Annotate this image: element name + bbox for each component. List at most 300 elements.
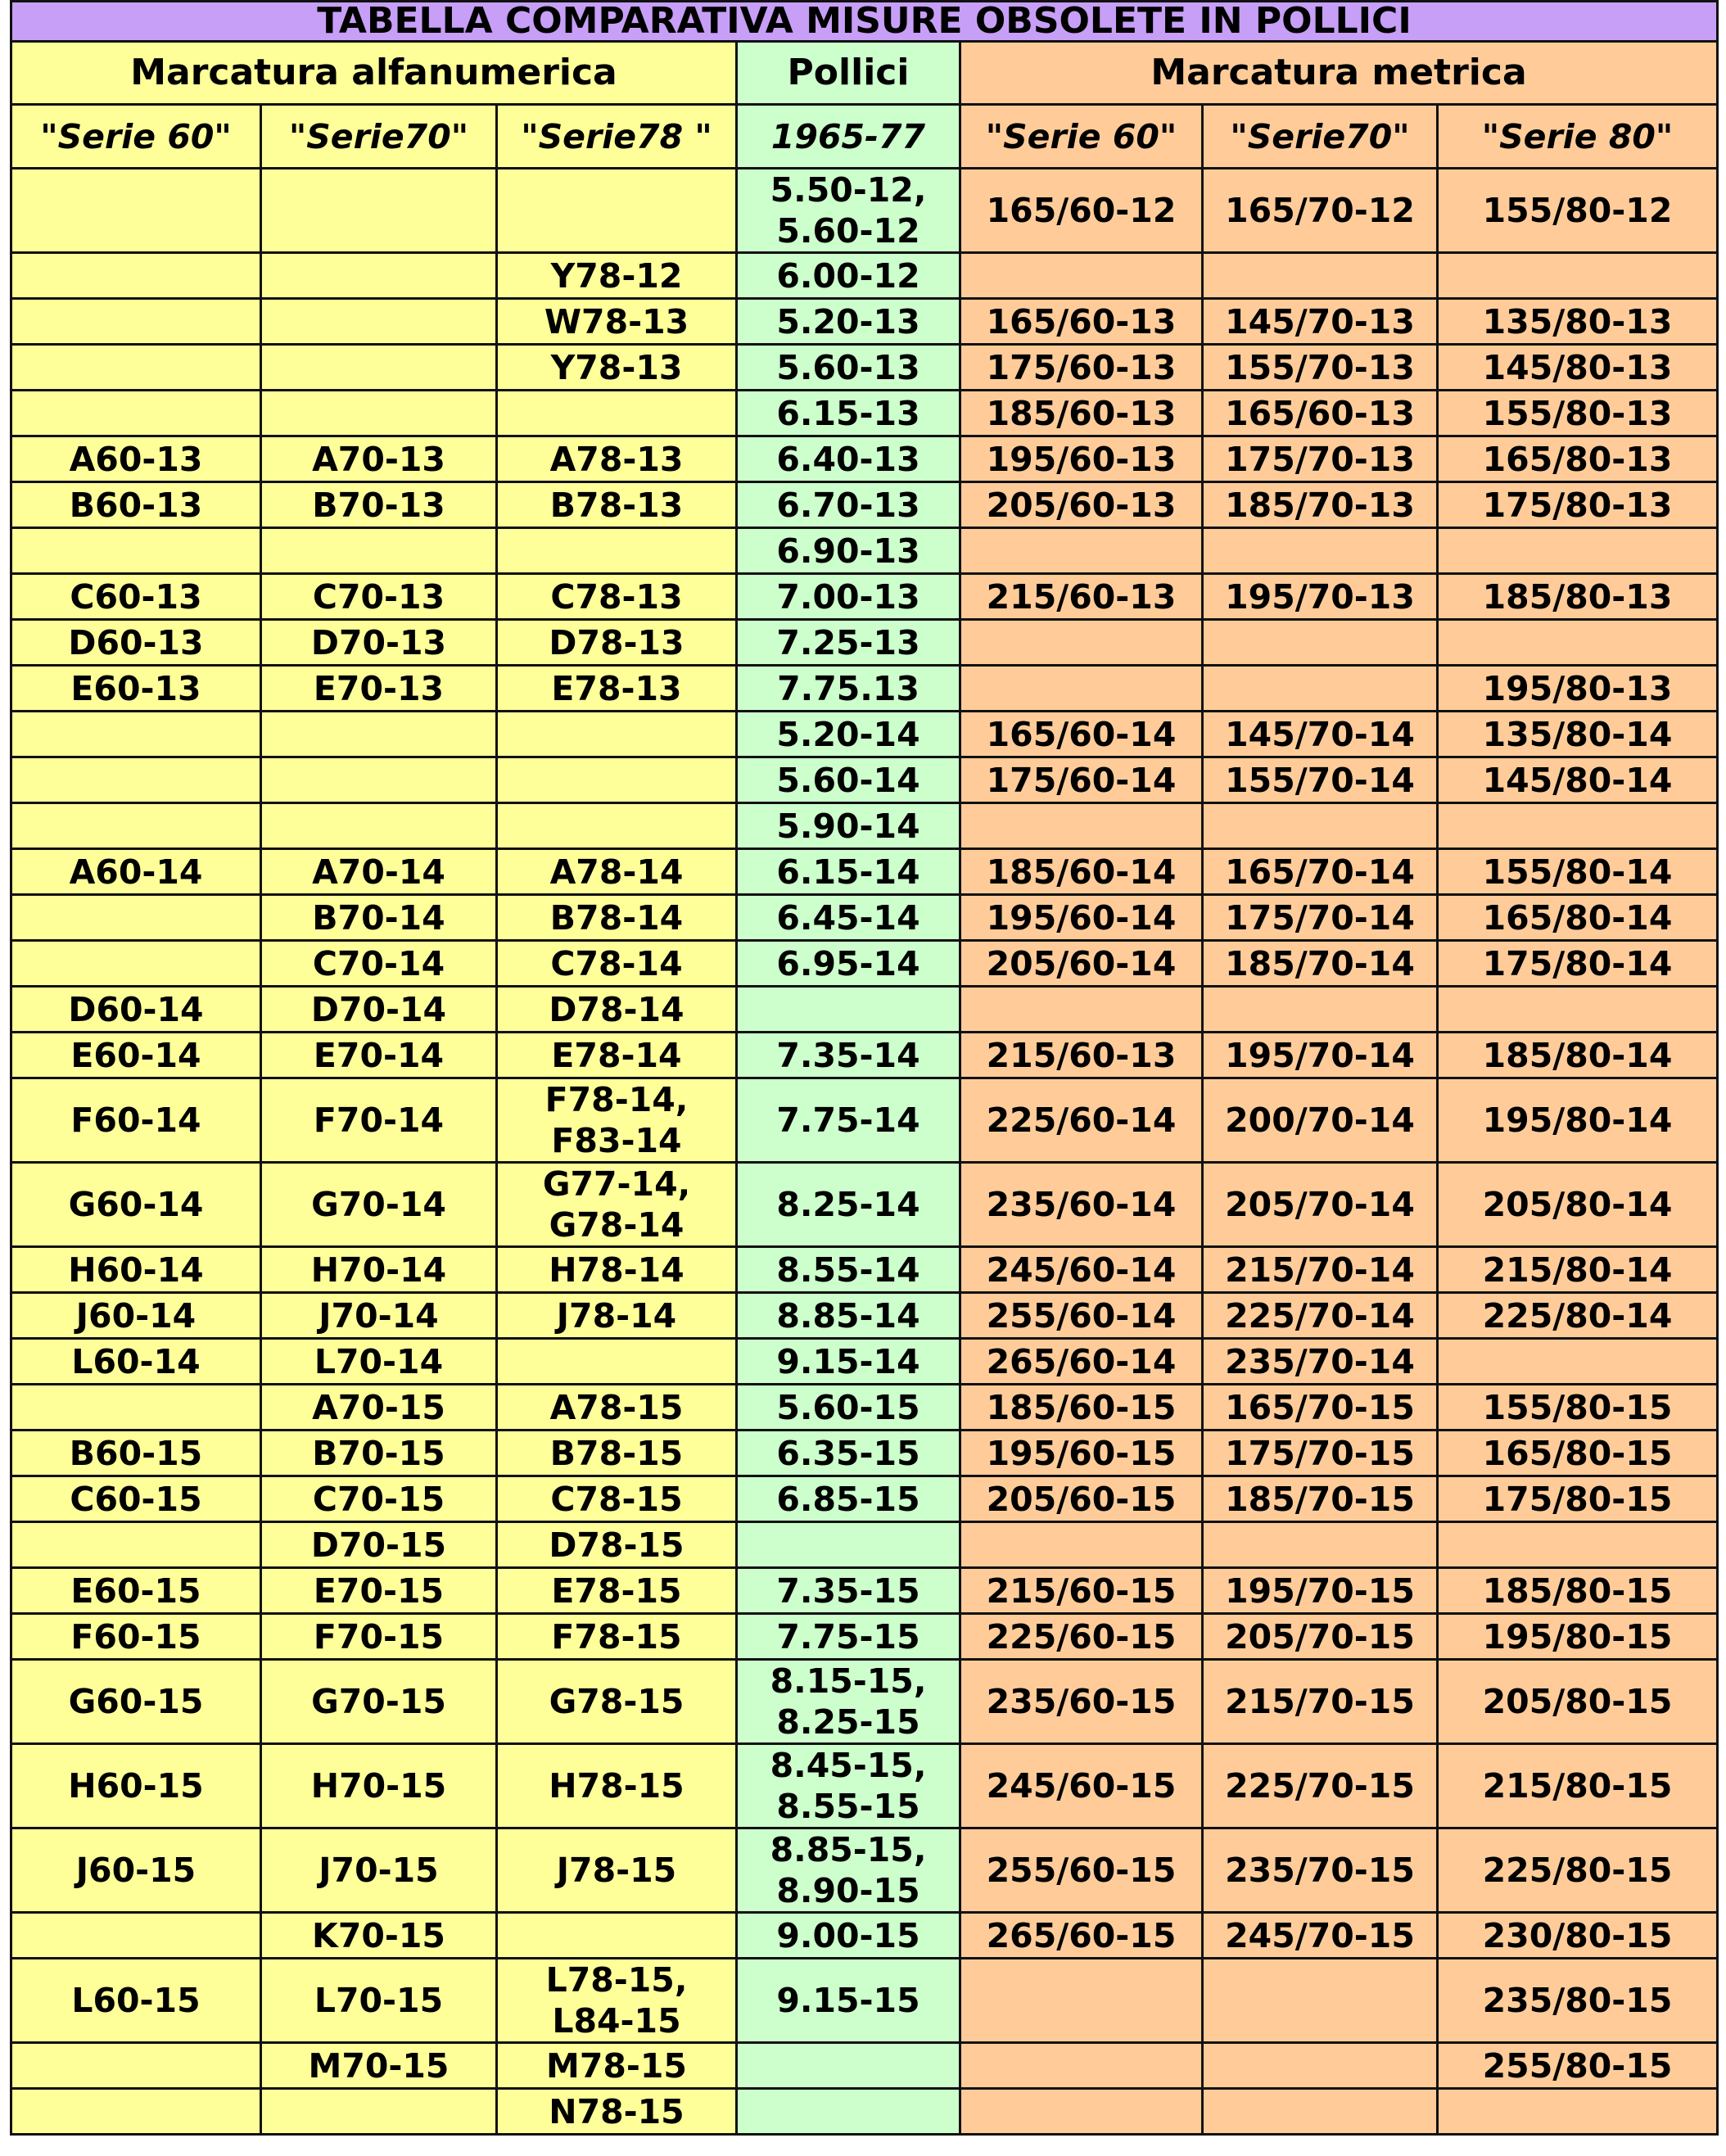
cell-metric-serie80 (1438, 1522, 1718, 1568)
cell-alfa-serie70: H70-15 (261, 1744, 497, 1828)
col-header-alfa-serie60: "Serie 60" (11, 105, 261, 169)
cell-alfa-serie78: F78-15 (497, 1614, 737, 1660)
cell-alfa-serie70: A70-14 (261, 849, 497, 895)
cell-metric-serie70: 185/70-13 (1203, 482, 1438, 528)
cell-metric-serie70 (1203, 666, 1438, 712)
col-header-metric-serie60: "Serie 60" (960, 105, 1203, 169)
cell-metric-serie80 (1438, 987, 1718, 1033)
table-row (11, 528, 1718, 574)
cell-alfa-serie70: H70-14 (261, 1247, 497, 1293)
table-row (11, 620, 1718, 666)
cell-alfa-serie70 (261, 299, 497, 345)
cell-pollici: 8.25-14 (737, 1163, 960, 1247)
cell-alfa-serie60 (11, 345, 261, 391)
cell-alfa-serie60 (11, 1385, 261, 1431)
cell-metric-serie70: 195/70-13 (1203, 574, 1438, 620)
cell-metric-serie80 (1438, 803, 1718, 849)
cell-metric-serie70: 185/70-15 (1203, 1476, 1438, 1522)
cell-metric-serie70 (1203, 620, 1438, 666)
cell-pollici: 5.60-14 (737, 757, 960, 803)
cell-metric-serie80 (1438, 2089, 1718, 2135)
table-row (11, 1828, 1718, 1913)
cell-alfa-serie60: H60-14 (11, 1247, 261, 1293)
cell-metric-serie80: 175/80-14 (1438, 941, 1718, 987)
cell-metric-serie60 (960, 253, 1203, 299)
cell-alfa-serie78: C78-15 (497, 1476, 737, 1522)
cell-alfa-serie60 (11, 941, 261, 987)
table-row (11, 1339, 1718, 1385)
cell-alfa-serie78: Y78-13 (497, 345, 737, 391)
cell-metric-serie80: 195/80-15 (1438, 1614, 1718, 1660)
cell-metric-serie60: 215/60-13 (960, 1033, 1203, 1078)
cell-metric-serie60 (960, 1959, 1203, 2043)
cell-alfa-serie70: G70-15 (261, 1660, 497, 1744)
table-row (11, 1247, 1718, 1293)
cell-metric-serie60: 205/60-14 (960, 941, 1203, 987)
cell-metric-serie80: 135/80-13 (1438, 299, 1718, 345)
cell-alfa-serie60 (11, 299, 261, 345)
cell-alfa-serie78 (497, 169, 737, 253)
cell-metric-serie70: 155/70-13 (1203, 345, 1438, 391)
cell-metric-serie70: 235/70-14 (1203, 1339, 1438, 1385)
cell-alfa-serie78: D78-14 (497, 987, 737, 1033)
cell-metric-serie80: 230/80-15 (1438, 1913, 1718, 1959)
cell-metric-serie80: 225/80-14 (1438, 1293, 1718, 1339)
cell-pollici: 5.60-15 (737, 1385, 960, 1431)
cell-alfa-serie70: B70-15 (261, 1431, 497, 1476)
table-title: TABELLA COMPARATIVA MISURE OBSOLETE IN POLLICI (11, 2, 1718, 42)
cell-metric-serie60: 185/60-15 (960, 1385, 1203, 1431)
cell-alfa-serie60: F60-15 (11, 1614, 261, 1660)
cell-metric-serie70: 235/70-15 (1203, 1828, 1438, 1913)
cell-alfa-serie70: D70-13 (261, 620, 497, 666)
group-header-metrica: Marcatura metrica (960, 42, 1718, 105)
cell-metric-serie70 (1203, 803, 1438, 849)
cell-metric-serie70: 175/70-15 (1203, 1431, 1438, 1476)
cell-pollici: 5.20-14 (737, 712, 960, 757)
cell-metric-serie80 (1438, 620, 1718, 666)
cell-alfa-serie78: D78-15 (497, 1522, 737, 1568)
cell-metric-serie70: 165/70-12 (1203, 169, 1438, 253)
cell-alfa-serie60: D60-13 (11, 620, 261, 666)
cell-alfa-serie70: C70-14 (261, 941, 497, 987)
cell-metric-serie60: 245/60-15 (960, 1744, 1203, 1828)
table-row (11, 1385, 1718, 1431)
col-header-alfa-serie70: "Serie70" (261, 105, 497, 169)
cell-metric-serie70: 175/70-13 (1203, 436, 1438, 482)
cell-metric-serie80: 155/80-15 (1438, 1385, 1718, 1431)
col-header-pollici-years: 1965-77 (737, 105, 960, 169)
cell-metric-serie70 (1203, 528, 1438, 574)
cell-alfa-serie70: F70-14 (261, 1078, 497, 1163)
cell-metric-serie80: 145/80-14 (1438, 757, 1718, 803)
cell-alfa-serie78: L78-15, L84-15 (497, 1959, 737, 2043)
cell-alfa-serie78: J78-15 (497, 1828, 737, 1913)
cell-metric-serie70: 200/70-14 (1203, 1078, 1438, 1163)
cell-metric-serie60: 185/60-14 (960, 849, 1203, 895)
cell-alfa-serie78: M78-15 (497, 2043, 737, 2089)
cell-alfa-serie78: B78-15 (497, 1431, 737, 1476)
cell-alfa-serie70: L70-15 (261, 1959, 497, 2043)
cell-alfa-serie78: J78-14 (497, 1293, 737, 1339)
cell-metric-serie70: 145/70-13 (1203, 299, 1438, 345)
cell-alfa-serie60 (11, 712, 261, 757)
cell-alfa-serie70: C70-15 (261, 1476, 497, 1522)
cell-pollici (737, 987, 960, 1033)
table-row (11, 1078, 1718, 1163)
cell-pollici: 6.15-14 (737, 849, 960, 895)
cell-pollici: 8.55-14 (737, 1247, 960, 1293)
cell-alfa-serie70: A70-13 (261, 436, 497, 482)
comparison-table (10, 0, 1719, 2136)
cell-alfa-serie70: J70-15 (261, 1828, 497, 1913)
cell-metric-serie60: 195/60-15 (960, 1431, 1203, 1476)
cell-metric-serie80: 185/80-14 (1438, 1033, 1718, 1078)
cell-metric-serie60: 165/60-12 (960, 169, 1203, 253)
cell-pollici: 6.85-15 (737, 1476, 960, 1522)
cell-pollici: 6.15-13 (737, 391, 960, 436)
cell-alfa-serie78: C78-14 (497, 941, 737, 987)
cell-alfa-serie60: D60-14 (11, 987, 261, 1033)
cell-pollici: 5.50-12, 5.60-12 (737, 169, 960, 253)
tire-size-table-sheet (10, 0, 1716, 2136)
cell-metric-serie70: 165/70-15 (1203, 1385, 1438, 1431)
cell-alfa-serie60: A60-13 (11, 436, 261, 482)
table-row (11, 1431, 1718, 1476)
cell-metric-serie70 (1203, 2089, 1438, 2135)
cell-metric-serie80: 185/80-15 (1438, 1568, 1718, 1614)
cell-metric-serie60 (960, 620, 1203, 666)
cell-metric-serie60: 235/60-14 (960, 1163, 1203, 1247)
cell-metric-serie60 (960, 2043, 1203, 2089)
cell-alfa-serie70 (261, 528, 497, 574)
cell-alfa-serie78 (497, 1913, 737, 1959)
table-row (11, 987, 1718, 1033)
col-header-metric-serie70: "Serie70" (1203, 105, 1438, 169)
cell-alfa-serie60: B60-13 (11, 482, 261, 528)
cell-alfa-serie70: C70-13 (261, 574, 497, 620)
cell-alfa-serie60: G60-14 (11, 1163, 261, 1247)
cell-metric-serie70 (1203, 2043, 1438, 2089)
table-row (11, 169, 1718, 253)
cell-alfa-serie78: C78-13 (497, 574, 737, 620)
cell-metric-serie60: 265/60-15 (960, 1913, 1203, 1959)
cell-alfa-serie70: G70-14 (261, 1163, 497, 1247)
cell-alfa-serie70: M70-15 (261, 2043, 497, 2089)
cell-alfa-serie60 (11, 757, 261, 803)
cell-metric-serie70: 155/70-14 (1203, 757, 1438, 803)
cell-alfa-serie78: H78-14 (497, 1247, 737, 1293)
cell-alfa-serie78: G78-15 (497, 1660, 737, 1744)
cell-pollici: 5.90-14 (737, 803, 960, 849)
table-row (11, 1913, 1718, 1959)
table-row (11, 803, 1718, 849)
cell-alfa-serie60 (11, 253, 261, 299)
cell-alfa-serie60 (11, 803, 261, 849)
cell-pollici: 7.00-13 (737, 574, 960, 620)
table-row (11, 2043, 1718, 2089)
cell-metric-serie70: 175/70-14 (1203, 895, 1438, 941)
cell-alfa-serie60 (11, 1913, 261, 1959)
table-row (11, 1476, 1718, 1522)
group-header-row (11, 42, 1718, 105)
cell-alfa-serie60: J60-15 (11, 1828, 261, 1913)
cell-metric-serie60: 205/60-13 (960, 482, 1203, 528)
cell-metric-serie70: 245/70-15 (1203, 1913, 1438, 1959)
title-row (11, 2, 1718, 42)
table-row (11, 1660, 1718, 1744)
cell-alfa-serie70: D70-15 (261, 1522, 497, 1568)
cell-metric-serie60: 175/60-13 (960, 345, 1203, 391)
cell-metric-serie60: 225/60-14 (960, 1078, 1203, 1163)
table-row (11, 391, 1718, 436)
table-row (11, 895, 1718, 941)
cell-alfa-serie78: A78-13 (497, 436, 737, 482)
table-row (11, 2089, 1718, 2135)
table-row (11, 482, 1718, 528)
cell-metric-serie80: 165/80-13 (1438, 436, 1718, 482)
cell-alfa-serie60: E60-15 (11, 1568, 261, 1614)
cell-pollici: 6.00-12 (737, 253, 960, 299)
cell-alfa-serie78 (497, 391, 737, 436)
table-row (11, 941, 1718, 987)
cell-metric-serie80: 235/80-15 (1438, 1959, 1718, 2043)
cell-alfa-serie60 (11, 2043, 261, 2089)
cell-metric-serie70: 185/70-14 (1203, 941, 1438, 987)
cell-alfa-serie78: G77-14, G78-14 (497, 1163, 737, 1247)
cell-pollici: 6.70-13 (737, 482, 960, 528)
cell-metric-serie70: 165/70-14 (1203, 849, 1438, 895)
table-row (11, 574, 1718, 620)
cell-metric-serie60: 225/60-15 (960, 1614, 1203, 1660)
cell-alfa-serie78: Y78-12 (497, 253, 737, 299)
cell-metric-serie60 (960, 528, 1203, 574)
cell-alfa-serie60: F60-14 (11, 1078, 261, 1163)
cell-metric-serie60 (960, 1522, 1203, 1568)
cell-pollici: 7.75-14 (737, 1078, 960, 1163)
group-header-pollici: Pollici (737, 42, 960, 105)
cell-alfa-serie60: E60-14 (11, 1033, 261, 1078)
cell-pollici: 9.15-14 (737, 1339, 960, 1385)
cell-alfa-serie70: K70-15 (261, 1913, 497, 1959)
cell-metric-serie70 (1203, 987, 1438, 1033)
table-row (11, 1033, 1718, 1078)
cell-alfa-serie78: F78-14, F83-14 (497, 1078, 737, 1163)
cell-pollici (737, 1522, 960, 1568)
cell-pollici (737, 2043, 960, 2089)
cell-metric-serie60 (960, 2089, 1203, 2135)
table-row (11, 1163, 1718, 1247)
cell-alfa-serie70 (261, 345, 497, 391)
cell-alfa-serie78 (497, 1339, 737, 1385)
table-row (11, 849, 1718, 895)
cell-metric-serie60: 235/60-15 (960, 1660, 1203, 1744)
cell-alfa-serie78: A78-14 (497, 849, 737, 895)
cell-metric-serie80: 205/80-15 (1438, 1660, 1718, 1744)
table-row (11, 1614, 1718, 1660)
cell-alfa-serie78: H78-15 (497, 1744, 737, 1828)
cell-metric-serie80: 155/80-12 (1438, 169, 1718, 253)
cell-alfa-serie60: G60-15 (11, 1660, 261, 1744)
cell-alfa-serie60 (11, 391, 261, 436)
cell-alfa-serie60: A60-14 (11, 849, 261, 895)
cell-alfa-serie78 (497, 757, 737, 803)
cell-metric-serie80: 165/80-14 (1438, 895, 1718, 941)
table-row (11, 666, 1718, 712)
cell-alfa-serie78: D78-13 (497, 620, 737, 666)
cell-alfa-serie60: C60-13 (11, 574, 261, 620)
cell-pollici: 7.75-15 (737, 1614, 960, 1660)
cell-alfa-serie78 (497, 528, 737, 574)
cell-alfa-serie78: A78-15 (497, 1385, 737, 1431)
cell-alfa-serie60 (11, 169, 261, 253)
table-row (11, 712, 1718, 757)
cell-pollici: 6.40-13 (737, 436, 960, 482)
cell-pollici (737, 2089, 960, 2135)
group-header-alfanumerica: Marcatura alfanumerica (11, 42, 737, 105)
cell-metric-serie70: 215/70-14 (1203, 1247, 1438, 1293)
cell-metric-serie60: 165/60-13 (960, 299, 1203, 345)
cell-alfa-serie70 (261, 757, 497, 803)
table-row (11, 299, 1718, 345)
cell-metric-serie60: 255/60-14 (960, 1293, 1203, 1339)
cell-pollici: 7.35-14 (737, 1033, 960, 1078)
cell-pollici: 5.20-13 (737, 299, 960, 345)
cell-metric-serie80: 155/80-13 (1438, 391, 1718, 436)
table-row (11, 1293, 1718, 1339)
cell-pollici: 7.25-13 (737, 620, 960, 666)
cell-metric-serie80: 185/80-13 (1438, 574, 1718, 620)
cell-alfa-serie60: H60-15 (11, 1744, 261, 1828)
table-body (11, 169, 1718, 2135)
cell-metric-serie80 (1438, 253, 1718, 299)
cell-pollici: 8.15-15, 8.25-15 (737, 1660, 960, 1744)
table-row (11, 1744, 1718, 1828)
cell-alfa-serie70 (261, 2089, 497, 2135)
cell-alfa-serie78: B78-13 (497, 482, 737, 528)
cell-metric-serie60 (960, 803, 1203, 849)
cell-metric-serie60: 205/60-15 (960, 1476, 1203, 1522)
cell-metric-serie80: 215/80-15 (1438, 1744, 1718, 1828)
cell-alfa-serie70: B70-14 (261, 895, 497, 941)
cell-alfa-serie70: E70-14 (261, 1033, 497, 1078)
cell-alfa-serie70 (261, 253, 497, 299)
cell-alfa-serie60: J60-14 (11, 1293, 261, 1339)
cell-pollici: 6.45-14 (737, 895, 960, 941)
cell-alfa-serie60 (11, 895, 261, 941)
cell-metric-serie60: 215/60-13 (960, 574, 1203, 620)
cell-metric-serie60: 185/60-13 (960, 391, 1203, 436)
cell-metric-serie60 (960, 987, 1203, 1033)
cell-alfa-serie60: L60-15 (11, 1959, 261, 2043)
cell-metric-serie80: 145/80-13 (1438, 345, 1718, 391)
cell-alfa-serie78: B78-14 (497, 895, 737, 941)
col-header-metric-serie80: "Serie 80" (1438, 105, 1718, 169)
cell-metric-serie70 (1203, 1522, 1438, 1568)
cell-pollici: 6.35-15 (737, 1431, 960, 1476)
table-row (11, 757, 1718, 803)
cell-alfa-serie70 (261, 169, 497, 253)
cell-pollici: 8.85-15, 8.90-15 (737, 1828, 960, 1913)
cell-alfa-serie60: C60-15 (11, 1476, 261, 1522)
cell-pollici: 7.75.13 (737, 666, 960, 712)
cell-metric-serie60 (960, 666, 1203, 712)
cell-alfa-serie78: N78-15 (497, 2089, 737, 2135)
cell-alfa-serie78 (497, 803, 737, 849)
cell-alfa-serie70 (261, 712, 497, 757)
cell-pollici: 5.60-13 (737, 345, 960, 391)
cell-metric-serie70: 195/70-15 (1203, 1568, 1438, 1614)
cell-metric-serie80 (1438, 1339, 1718, 1385)
cell-metric-serie70: 215/70-15 (1203, 1660, 1438, 1744)
cell-alfa-serie60 (11, 528, 261, 574)
cell-metric-serie80: 165/80-15 (1438, 1431, 1718, 1476)
cell-metric-serie80 (1438, 528, 1718, 574)
cell-alfa-serie70: J70-14 (261, 1293, 497, 1339)
series-header-row (11, 105, 1718, 169)
cell-alfa-serie70 (261, 391, 497, 436)
cell-alfa-serie70: E70-13 (261, 666, 497, 712)
cell-metric-serie80: 225/80-15 (1438, 1828, 1718, 1913)
cell-metric-serie60: 195/60-14 (960, 895, 1203, 941)
cell-metric-serie70: 145/70-14 (1203, 712, 1438, 757)
cell-metric-serie70 (1203, 253, 1438, 299)
cell-alfa-serie70: A70-15 (261, 1385, 497, 1431)
cell-alfa-serie60: L60-14 (11, 1339, 261, 1385)
cell-alfa-serie70: E70-15 (261, 1568, 497, 1614)
table-row (11, 253, 1718, 299)
cell-metric-serie80: 215/80-14 (1438, 1247, 1718, 1293)
cell-alfa-serie78: W78-13 (497, 299, 737, 345)
cell-metric-serie80: 175/80-15 (1438, 1476, 1718, 1522)
cell-metric-serie70: 165/60-13 (1203, 391, 1438, 436)
table-row (11, 1959, 1718, 2043)
cell-metric-serie60: 215/60-15 (960, 1568, 1203, 1614)
cell-metric-serie60: 245/60-14 (960, 1247, 1203, 1293)
cell-pollici: 9.15-15 (737, 1959, 960, 2043)
cell-metric-serie80: 195/80-14 (1438, 1078, 1718, 1163)
cell-metric-serie80: 205/80-14 (1438, 1163, 1718, 1247)
cell-alfa-serie78 (497, 712, 737, 757)
cell-metric-serie60: 175/60-14 (960, 757, 1203, 803)
table-row (11, 436, 1718, 482)
cell-metric-serie60: 165/60-14 (960, 712, 1203, 757)
cell-metric-serie70: 205/70-15 (1203, 1614, 1438, 1660)
table-row (11, 345, 1718, 391)
cell-metric-serie60: 265/60-14 (960, 1339, 1203, 1385)
cell-metric-serie60: 255/60-15 (960, 1828, 1203, 1913)
cell-metric-serie80: 135/80-14 (1438, 712, 1718, 757)
cell-alfa-serie60 (11, 1522, 261, 1568)
cell-alfa-serie70: F70-15 (261, 1614, 497, 1660)
cell-pollici: 8.45-15, 8.55-15 (737, 1744, 960, 1828)
cell-alfa-serie60: E60-13 (11, 666, 261, 712)
cell-metric-serie80: 255/80-15 (1438, 2043, 1718, 2089)
cell-pollici: 7.35-15 (737, 1568, 960, 1614)
cell-metric-serie80: 175/80-13 (1438, 482, 1718, 528)
table-row (11, 1568, 1718, 1614)
cell-alfa-serie70: L70-14 (261, 1339, 497, 1385)
cell-alfa-serie70 (261, 803, 497, 849)
cell-alfa-serie60 (11, 2089, 261, 2135)
table-row (11, 1522, 1718, 1568)
cell-pollici: 6.95-14 (737, 941, 960, 987)
cell-alfa-serie78: E78-13 (497, 666, 737, 712)
cell-metric-serie70: 225/70-14 (1203, 1293, 1438, 1339)
cell-alfa-serie60: B60-15 (11, 1431, 261, 1476)
cell-pollici: 9.00-15 (737, 1913, 960, 1959)
cell-pollici: 8.85-14 (737, 1293, 960, 1339)
